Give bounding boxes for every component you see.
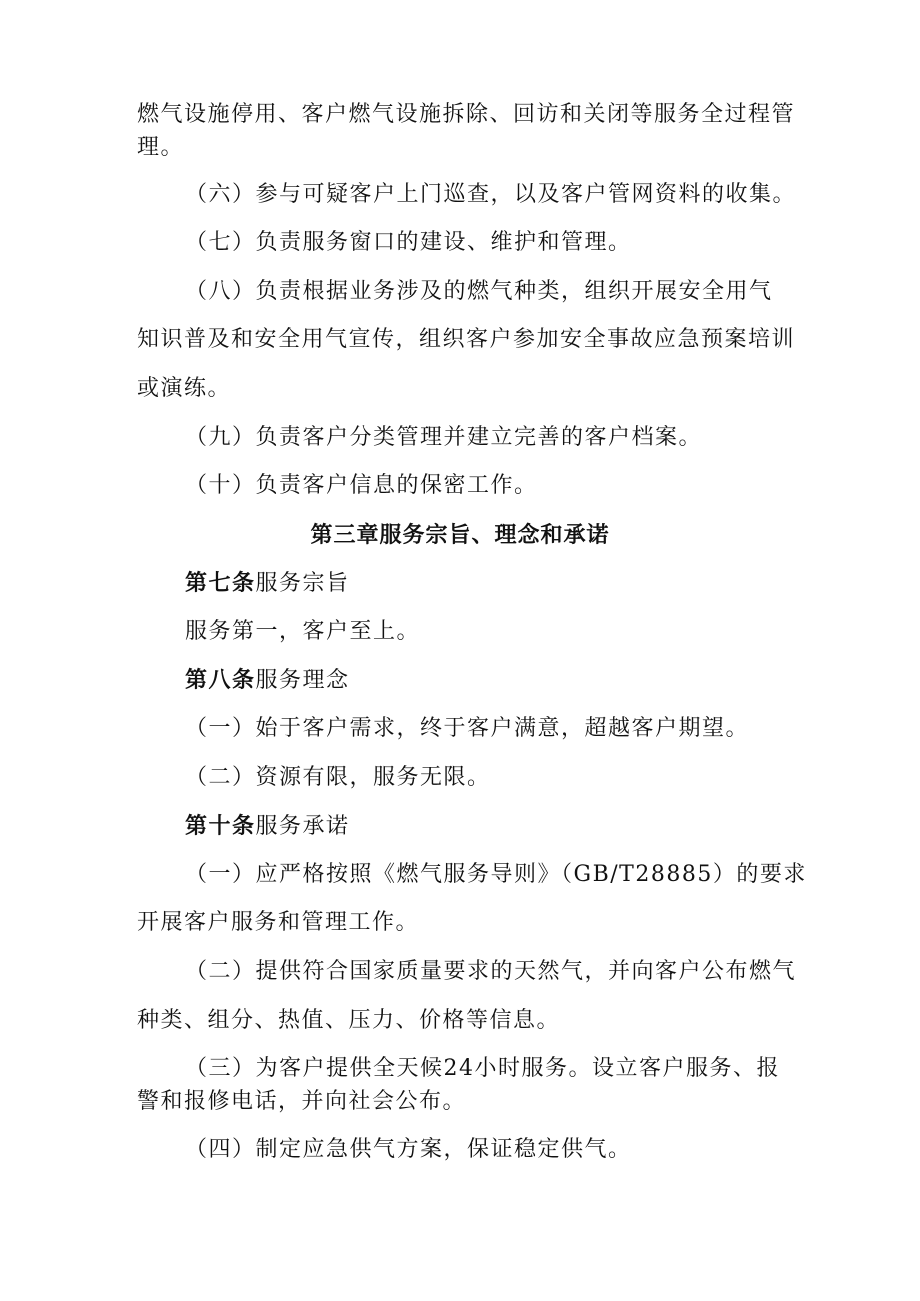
item-seven: （七）负责服务窗口的建设、维护和管理。 — [185, 230, 632, 255]
article-8-label: 第八条 — [185, 667, 256, 693]
article-8-heading — [185, 666, 350, 695]
article-8-title: 服务理念 — [255, 668, 350, 693]
article-10-line: 种类、组分、热值、压力、价格等信息。 — [137, 1008, 561, 1033]
paragraph-line: 知识普及和安全用气宣传，组织客户参加安全事故应急预案培训 — [137, 327, 796, 352]
article-7-title: 服务宗旨 — [255, 571, 350, 596]
article-10-line: 开展客户服务和管理工作。 — [137, 910, 420, 935]
item-nine: （九）负责客户分类管理并建立完善的客户档案。 — [185, 425, 703, 450]
article-10-line: （二）提供符合国家质量要求的天然气，并向客户公布燃气 — [185, 959, 797, 984]
item-six: （六）参与可疑客户上门巡查，以及客户管网资料的收集。 — [185, 182, 797, 207]
article-10-line: （一）应严格按照《燃气服务导则》（GB/T28885）的要求 — [185, 862, 807, 887]
article-7-label: 第七条 — [185, 570, 256, 596]
article-8-item: （二）资源有限，服务无限。 — [185, 765, 491, 790]
article-7-heading — [185, 569, 350, 598]
article-10-title: 服务承诺 — [255, 814, 350, 839]
article-7-text: 服务第一，客户至上。 — [185, 619, 421, 644]
article-10-label: 第十条 — [185, 813, 256, 839]
article-10-heading — [185, 812, 350, 841]
article-10-line: 警和报修电话，并向社会公布。 — [137, 1089, 467, 1114]
item-ten: （十）负责客户信息的保密工作。 — [185, 473, 538, 498]
chapter-title: 第三章服务宗旨、理念和承诺 — [310, 522, 610, 548]
article-10-line: （四）制定应急供气方案，保证稳定供气。 — [185, 1137, 632, 1162]
item-eight: （八）负责根据业务涉及的燃气种类，组织开展安全用气 — [185, 279, 773, 304]
article-8-item: （一）始于客户需求，终于客户满意，超越客户期望。 — [185, 716, 750, 741]
paragraph-line: 燃气设施停用、客户燃气设施拆除、回访和关闭等服务全过程管 — [137, 102, 796, 127]
paragraph-line: 理。 — [137, 135, 185, 160]
article-10-line: （三）为客户提供全天候24小时服务。设立客户服务、报 — [185, 1056, 780, 1081]
paragraph-line: 或演练。 — [137, 376, 232, 401]
